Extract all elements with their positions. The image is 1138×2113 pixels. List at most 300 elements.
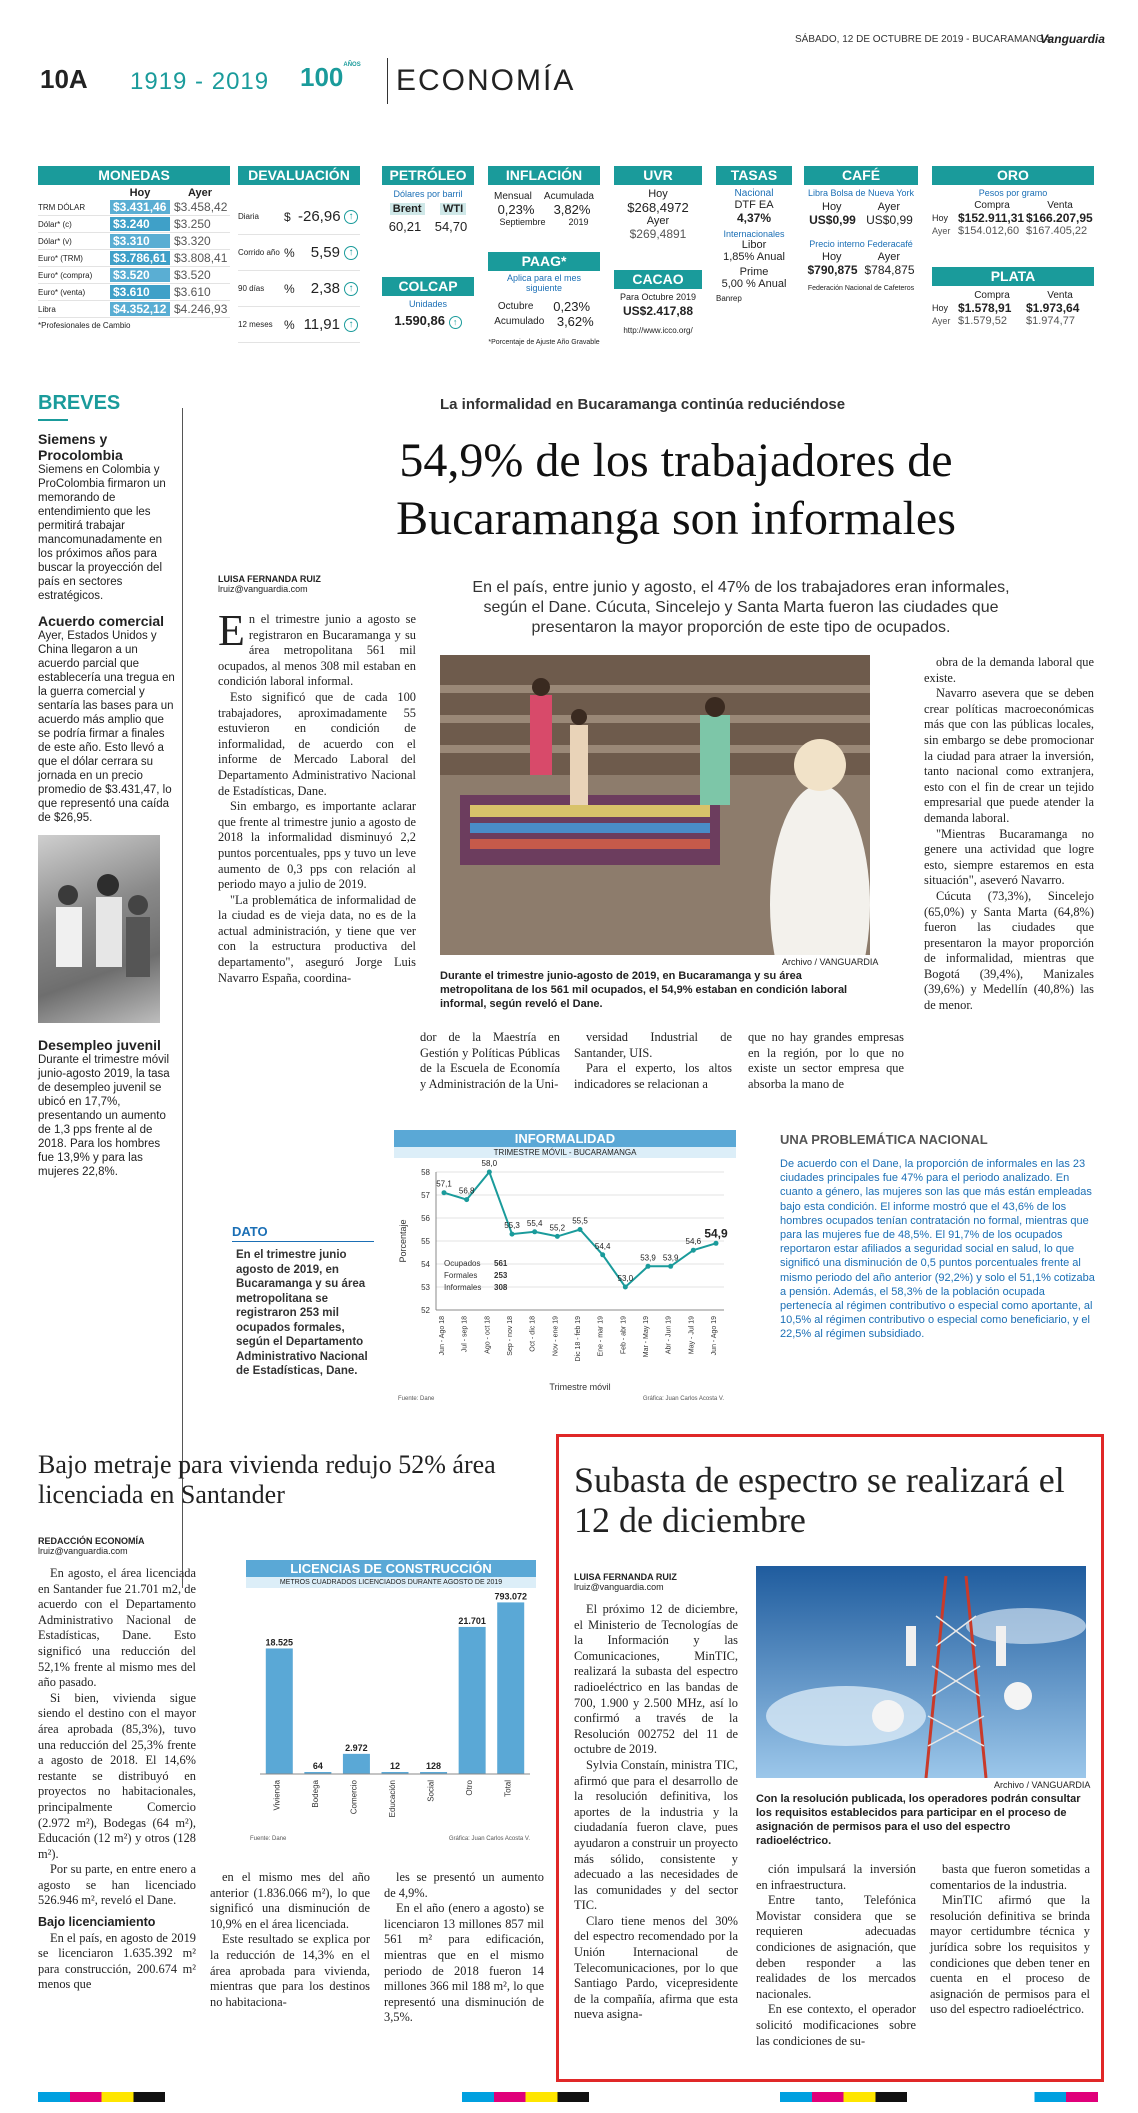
x-tick-label: Abr - Jun 19 [665, 1316, 673, 1355]
inflacion-v2: 3,82% [553, 202, 591, 217]
y-tick-label: 55 [421, 1237, 430, 1246]
monedas-row-prev: $4.246,93 [174, 302, 228, 316]
uvr-box [614, 166, 702, 264]
devaluacion-row-value: -26,96 [298, 208, 341, 225]
monedas-row [38, 216, 230, 233]
monedas-row-prev: $3.458,42 [174, 200, 228, 214]
x-tick-label: Ago - oct 18 [484, 1316, 492, 1354]
tasas-v1: 4,37% [736, 211, 772, 225]
plata-venta-hoy: $1.973,64 [1026, 301, 1080, 315]
data-label: 55,3 [504, 1221, 520, 1231]
main-paragraph: Sin embargo, es importante aclarar que frente al trimestre junio a agosto de 2018 la informalidad disminuyó 2,2 puntos porcentuales, pps y tuvo un leve aumento de 0,3 pps con relación al periodo mayo a julio de 2019. [218, 799, 416, 892]
cafe-src: Federación Nacional de Cafeteros [807, 285, 915, 292]
section-title: ECONOMÍA [396, 64, 576, 97]
x-tick-label: Vivienda [272, 1780, 282, 1811]
data-label: 53,9 [662, 1253, 679, 1263]
espectro-email: lruiz@vanguardia.com [574, 1582, 664, 1592]
breve-1-text: Siemens en Colombia y ProColombia firmaron un memorando de entendimiento que les permitirá trabajar mancomunadamente en los próximos años para buscar la proyección del país en sectores estratégicos. [38, 464, 166, 602]
vivienda-subhead: Bajo licenciamiento [38, 1915, 156, 1930]
cafe-v4: $784,875 [864, 263, 915, 277]
arrow-up-icon: ↑ [344, 210, 358, 224]
data-label: 54,4 [594, 1241, 611, 1251]
arrow-up-icon: ↑ [344, 246, 358, 260]
espectro-photo-caption: Con la resolución publicada, los operadores podrán consultar los requisitos establecidos para participar en el proceso de asignación de permisos para el uso del espectro radioeléctrico. [756, 1793, 1081, 1847]
data-point [510, 1232, 515, 1237]
petroleo-title: PETRÓLEO [382, 166, 474, 185]
data-label: 56,8 [458, 1186, 475, 1196]
paag-r2-label: Acumulado [494, 316, 545, 327]
main-paragraph: versidad Industrial de Santander, UIS. [574, 1030, 732, 1060]
main-paragraph: En el trimestre junio a agosto se registraron en Bucaramanga y su área metropolitana 561 mil ocupados, al menos 308 mil estaban en condición laboral informal. [218, 606, 416, 689]
colcap-box [382, 277, 474, 357]
breve-3-text: Durante el trimestre móvil junio-agosto 2019, la tasa de desempleo juvenil se ubicó en 17,7%, presentando un aumento de 1,3 pps frente al de 2018. Para los hombres fue 13,9% y para las mujeres 22,8%. [38, 1054, 170, 1178]
vivienda-column-1b: En el país, en agosto de 2019 se licenciaron 1.635.392 m² para construcción, 200.674 m² menos que [38, 1930, 196, 1992]
oro-hoy-label: Hoy [932, 213, 949, 223]
plata-compra-ayer: $1.579,52 [958, 315, 1007, 327]
main-column-2: dor de la Maestría en Gestión y Políticas Públicas de la Escuela de Economía y Administración de la Uni- [420, 1030, 560, 1091]
x-tick-label: Jun - Ago 19 [711, 1316, 718, 1356]
monedas-row [38, 301, 230, 318]
devaluacion-row [238, 235, 360, 271]
cafe-title: CAFÉ [804, 166, 918, 185]
main-column-1 [218, 606, 416, 1156]
espectro-paragraph: En ese contexto, el operador solicitó modificaciones sobre las condiciones de su- [756, 2002, 916, 2048]
monedas-row-prev: $3.610 [174, 285, 211, 299]
dato-text: En el trimestre junio agosto de 2019, en Bucaramanga y su área metropolitana se registraron 253 mil ocupados formales, según el Departamento Administrativo Nacional de Estadísticas, Dane. [236, 1249, 368, 1377]
monedas-row-label: Euro* (compra) [38, 270, 93, 280]
oro-title: ORO [932, 166, 1094, 185]
licencias-bar-chart [246, 1588, 536, 1850]
plata-compra-header: Compra [974, 290, 1010, 301]
plata-box [932, 267, 1094, 357]
main-email: lruiz@vanguardia.com [218, 584, 308, 594]
x-tick-label: Nov - ene 19 [552, 1316, 560, 1357]
x-tick-label: Jun - Ago 18 [439, 1316, 446, 1356]
data-point [464, 1197, 469, 1202]
devaluacion-rows [238, 199, 360, 343]
bar [266, 1648, 293, 1774]
devaluacion-row-label: Diaria [238, 212, 259, 221]
main-column-5 [924, 655, 1094, 1014]
plata-ayer-label: Ayer [932, 316, 951, 326]
bar-value-label: 64 [312, 1761, 323, 1771]
espectro-paragraph: Entre tanto, Telefónica Movistar considera que se requieren adecuadas condiciones de asignación, que deben responder a las realidades de los mercados nacionales. [756, 1893, 916, 2001]
data-point [646, 1264, 651, 1269]
devaluacion-box [238, 166, 360, 366]
y-tick-label: 52 [421, 1306, 430, 1315]
colcap-title: COLCAP [382, 277, 474, 296]
uvr-h1: Hoy [648, 188, 668, 200]
bar-value-label: 2.972 [345, 1742, 368, 1753]
espectro-paragraph: ción impulsará la inversión en infraestructura. [756, 1862, 916, 1892]
espectro-paragraph: basta que fueron sometidas a comentarios de la industria. [930, 1862, 1090, 1892]
monedas-row-today: $3.786,61 [110, 251, 170, 265]
y-tick-label: 56 [421, 1214, 430, 1223]
vivienda-paragraph: en el mismo mes del año anterior (1.836.066 m²), lo que significó una disminución de 10,9% en el área licenciada. [210, 1870, 370, 1931]
data-point [623, 1285, 628, 1290]
main-photo [440, 655, 870, 955]
tasas-l3: Internacionales [723, 229, 785, 239]
vivienda-column-2 [210, 1870, 370, 2010]
dato-title: DATO [232, 1224, 374, 1242]
monedas-row [38, 267, 230, 284]
licencias-chart-subtitle: METROS CUADRADOS LICENCIADOS DURANTE AGOSTO DE 2019 [246, 1577, 536, 1588]
tasas-l5: Prime [739, 266, 769, 278]
cacao-title: CACAO [614, 270, 702, 289]
x-tick-label: Ene - mar 19 [597, 1316, 605, 1357]
vivienda-headline: Bajo metraje para vivienda redujo 52% área licenciada en Santander [38, 1450, 496, 1509]
espectro-photo-credit: Archivo / VANGUARDIA [994, 1780, 1091, 1790]
cafe-h2: Ayer [877, 201, 900, 213]
paag-r1-label: Octubre [497, 301, 534, 312]
bar-value-label: 128 [426, 1761, 442, 1771]
oro-venta-header: Venta [1047, 200, 1073, 211]
devaluacion-row-value: 11,91 [303, 316, 340, 333]
x-tick-label: Otro [465, 1780, 475, 1796]
cafe-sub2: Precio interno Federacafé [809, 239, 913, 249]
espectro-author: LUISA FERNANDA RUIZ [574, 1572, 677, 1582]
vivienda-paragraph: En el año (enero a agosto) se licenciaron 13 millones 857 mil 561 m² para edificación, mientras que en el mismo periodo de 2018 fueron 14 millones 366 mil 188 m², lo que representó una disminución de 3,5%. [384, 1901, 544, 2025]
x-tick-label: Oct - dic 18 [529, 1316, 537, 1352]
petroleo-sub: Dólares por barril [393, 189, 463, 199]
main-paragraph: Esto significó que de cada 100 trabajadores, aproximadamente 55 estuvieron en condición de informalidad, de acuerdo con el informe de Mercado Laboral del Departamento Administrativo Nacional de Estadísticas, Dane. [218, 689, 416, 798]
tasas-v2: 1,85% Anual [723, 251, 785, 263]
data-label: 58,0 [481, 1159, 498, 1168]
x-tick-label: Bodega [310, 1780, 320, 1808]
legend-label: Ocupados [444, 1259, 481, 1268]
oro-compra-ayer: $154.012,60 [958, 225, 1020, 237]
x-tick-label: Educación [388, 1780, 397, 1818]
problematica-text: De acuerdo con el Dane, la proporción de informales en las 23 ciudades principales fue 47% para el periodo analizado. En cuanto a género, las mujeres son las que más están empleadas bajo esta condición. El informe mostró que el 43,6% de los hombres ocupados tenían contratación no formal, mientras que para las mujeres fue de 48,5%. El 91,7% de los ocupados reportaron estar afiliados a seguridad social en salud, lo que significó una disminución de 0,5 puntos porcentuales frente al mismo periodo del año anterior (92,2%) y solo el 51,1% cotizaba a pensión. Además, el 58,3% de la población ocupada pertenecía al régimen contributivo o especial como aportante, al 10,5% al régimen contributivo o especial como beneficiario, y el 22,5% al régimen subsidiado. [780, 1158, 1095, 1341]
problematica-box [766, 1132, 1096, 1342]
anniversary-logo [300, 62, 361, 93]
oro-ayer-label: Ayer [932, 226, 951, 236]
data-point [691, 1248, 696, 1253]
informalidad-line-chart [394, 1158, 736, 1404]
main-lead: En el país, entre junio y agosto, el 47% de los trabajadores eran informales, según el Dane. Cúcuta, Sincelejo y Santa Marta fueron las ciudades que presentaron la mayor proporción de este tipo de ocupados. [472, 579, 1010, 636]
x-tick-label: Sep - nov 18 [507, 1316, 514, 1356]
monedas-row-today: $3.310 [110, 234, 170, 248]
tasas-src: Banrep [716, 294, 742, 303]
inflacion-v1: 0,23% [497, 202, 535, 217]
monedas-note: *Profesionales de Cambio [38, 321, 131, 330]
devaluacion-row-value: 2,38 [310, 280, 340, 297]
devaluacion-row-unit: % [284, 245, 295, 260]
devaluacion-row-value: 5,59 [310, 244, 340, 261]
inflacion-box [488, 166, 600, 264]
paag-title: PAAG* [488, 252, 600, 271]
main-author: LUISA FERNANDA RUIZ [218, 574, 321, 584]
espectro-paragraph: El próximo 12 de diciembre, el Ministerio de Tecnologías de la Información y las Comunicaciones, MinTIC, realizará la subasta del espectro radioeléctrico en las bandas de 700, 1.900 y 2.500 MHz, así lo confirmó a través de la Resolución 002752 del 11 de octubre de 2019. [574, 1602, 738, 1757]
uvr-title: UVR [614, 166, 702, 185]
breves-sidebar [38, 392, 176, 1592]
data-point [714, 1241, 719, 1246]
devaluacion-row-unit: % [284, 281, 295, 296]
breves-divider [182, 408, 183, 1588]
plata-title: PLATA [932, 267, 1094, 286]
vivienda-author-block [38, 1536, 168, 1556]
y-tick-label: 57 [421, 1191, 430, 1200]
y-tick-label: 54 [421, 1260, 430, 1269]
petroleo-box [382, 166, 474, 276]
cafe-box [804, 166, 918, 356]
colcap-value-text: 1.590,86 [394, 313, 445, 328]
data-point [578, 1227, 583, 1232]
inflacion-h2: Acumulada [543, 191, 594, 202]
informalidad-chart [394, 1130, 736, 1406]
oro-sub: Pesos por gramo [978, 188, 1048, 198]
oro-venta-ayer: $167.405,22 [1026, 225, 1088, 237]
paag-note: *Porcentaje de Ajuste Año Gravable [488, 339, 600, 346]
espectro-author-block [574, 1572, 714, 1592]
colcap-sub: Unidades [408, 299, 448, 309]
monedas-row [38, 199, 230, 216]
street-vendor-photo-graphic [440, 655, 870, 955]
chart-credit: Gráfica: Juan Carlos Acosta V. [642, 1396, 724, 1402]
plata-venta-ayer: $1.974,77 [1026, 315, 1075, 327]
paag-r2-value: 3,62% [556, 314, 594, 329]
licencias-chart [246, 1560, 536, 1850]
vivienda-paragraph: Si bien, vivienda sigue siendo el destino con el mayor área aprobada (85,3%), tuvo una reducción del 25,3% frente a agosto de 2018. El 14,6% restante se distribuyó en proyectos no habitacionales, principalmente Comercio (2.972 m²), Bodegas (64 m²), Educación (12 m²) y otros (128 m²). [38, 1690, 196, 1861]
x-tick-label: May - Jul 19 [688, 1316, 696, 1355]
vivienda-column-3 [384, 1870, 544, 2026]
chart-source: Fuente: Dane [250, 1836, 287, 1842]
plata-compra-hoy: $1.578,91 [958, 301, 1012, 315]
inflacion-s1: Septiembre [499, 217, 546, 227]
uvr-v1: $268,4972 [627, 200, 689, 215]
devaluacion-row [238, 307, 360, 343]
informalidad-chart-subtitle: TRIMESTRE MÓVIL - BUCARAMANGA [394, 1147, 736, 1158]
monedas-row [38, 233, 230, 250]
espectro-column-1 [574, 1602, 738, 2023]
cacao-box [614, 270, 702, 350]
espectro-paragraph: Claro tiene menos del 30% del espectro recomendado por la Unión Internacional de Telecomunicaciones, por lo que Santiago Pardo, vicepresidente de la compañía, afirma que esta nueva asigna- [574, 1913, 738, 2022]
cafe-v2: US$0,99 [866, 213, 913, 227]
cacao-value: US$2.417,88 [622, 304, 694, 318]
brent-value: 60,21 [388, 219, 422, 234]
monedas-title: MONEDAS [38, 166, 230, 185]
monedas-row [38, 250, 230, 267]
data-point [555, 1234, 560, 1239]
breve-3-title: Desempleo juvenil [38, 1037, 161, 1053]
bar-value-label: 21.701 [458, 1615, 486, 1626]
vivienda-paragraph: les se presentó un aumento de 4,9%. [384, 1870, 544, 1900]
informalidad-chart-title: INFORMALIDAD [394, 1130, 736, 1147]
header-date: SÁBADO, 12 DE OCTUBRE DE 2019 - BUCARAMANGA [795, 34, 1051, 45]
chart-source: Fuente: Dane [398, 1396, 435, 1402]
paag-r1-value: 0,23% [553, 299, 591, 314]
bar [343, 1754, 370, 1774]
data-label: 53,0 [617, 1274, 634, 1283]
x-tick-label: Comercio [349, 1780, 359, 1815]
cafe-sub1: Libra Bolsa de Nueva York [807, 188, 915, 198]
vivienda-paragraph: En agosto, el área licenciada en Santander fue 21.701 m2, de acuerdo con el Departamento Administrativo Nacional de Estadísticas, Dane. Esto significó una reducción del 52,1% frente al mismo mes del año pasado. [38, 1566, 196, 1690]
monedas-row-prev: $3.320 [174, 234, 211, 248]
paag-sub: Aplica para el mes siguiente [506, 273, 582, 293]
dato-box [232, 1224, 374, 1379]
devaluacion-row-label: 12 meses [238, 320, 273, 329]
espectro-paragraph: Sylvia Constaín, ministra TIC, afirmó que para el desarrollo de la resolución definitiva, los aportes de la industria y la ciudadanía fueron clave, pues ayudaron a construir un proyecto más sólido, consistente y adecuado a las necesidades de las comunidades y del sector TIC. [574, 1757, 738, 1913]
header [0, 0, 1138, 100]
legend-value: 561 [494, 1259, 508, 1268]
header-brand: Vanguardia [1040, 32, 1105, 46]
data-label: 54,9 [704, 1226, 728, 1241]
tasas-title: TASAS [716, 166, 792, 185]
devaluacion-title: DEVALUACIÓN [238, 166, 360, 185]
drop-cap: E [218, 606, 245, 655]
cafe-h1: Hoy [822, 201, 842, 213]
espectro-column-3 [930, 1862, 1090, 2018]
vivienda-paragraph: Este resultado se explica por la reducción de 14,3% en el área aprobada para vivienda, mientras que para los destinos no habitaciona- [210, 1932, 370, 2009]
oro-compra-hoy: $152.911,31 [958, 211, 1025, 225]
section-divider [387, 58, 388, 104]
x-tick-label: Dic 18 - feb 19 [575, 1316, 582, 1362]
x-tick-label: Total [503, 1780, 513, 1797]
y-tick-label: 58 [421, 1168, 430, 1177]
x-axis-label: Trimestre móvil [549, 1382, 611, 1392]
colcap-value [382, 313, 474, 329]
main-photo-credit: Archivo / VANGUARDIA [782, 957, 879, 967]
main-photo-caption: Durante el trimestre junio-agosto de 2019, en Bucaramanga y su área metropolitana de los 561 mil ocupados, el 54,9% estaban en condición laboral informal, según reveló el Dane. [440, 970, 848, 1010]
cafe-h3: Hoy [822, 251, 842, 263]
monedas-row-prev: $3.250 [174, 217, 211, 231]
inflacion-title: INFLACIÓN [488, 166, 600, 185]
breve-2-text: Ayer, Estados Unidos y China llegaron a un acuerdo parcial que establecería una tregua en la guerra comercial y sentaría las bases para un acuerdo más amplio que se podría firmar a finales de este año. Esto llevó a que el dólar cerrara su jornada en un precio promedio de $3.431,47, lo que representó una caída de $26,95. [38, 630, 175, 824]
breve-2-title: Acuerdo comercial [38, 613, 165, 629]
monedas-today-header: Hoy [129, 187, 151, 199]
data-label: 54,6 [685, 1237, 702, 1247]
main-paragraph: obra de la demanda laboral que existe. [924, 655, 1094, 685]
data-label: 55,5 [572, 1216, 588, 1226]
monedas-row-label: Dólar* (v) [38, 236, 72, 246]
data-label: 53,9 [640, 1253, 656, 1263]
legend-value: 308 [494, 1283, 508, 1292]
bar [497, 1602, 524, 1774]
plata-hoy-label: Hoy [932, 303, 949, 313]
espectro-photo [756, 1566, 1086, 1778]
x-tick-label: Feb - abr 19 [620, 1316, 628, 1355]
inflacion-h1: Mensual [494, 191, 532, 202]
data-point [442, 1190, 447, 1195]
tasas-v3: 5,00 % Anual [721, 278, 787, 290]
arrow-up-icon: ↑ [344, 318, 358, 332]
main-author-block [218, 574, 348, 594]
main-kicker: La informalidad en Bucaramanga continúa reduciéndose [440, 396, 846, 413]
tasas-box [716, 166, 792, 356]
tasas-l4: Libor [741, 239, 767, 251]
monedas-row-today: $3.520 [110, 268, 170, 282]
chart-credit: Gráfica: Juan Carlos Acosta V. [448, 1836, 530, 1842]
antenna-tower-photo-graphic [756, 1566, 1086, 1778]
monedas-row-prev: $3.808,41 [174, 251, 228, 265]
x-tick-label: Social [426, 1780, 436, 1802]
espectro-column-2 [756, 1862, 916, 2049]
monedas-rows [38, 199, 230, 318]
main-paragraph: Cúcuta (73,3%), Sincelejo (65,0%) y Santa Marta (64,8%) fueron las ciudades que presentaron la mayor proporción de informalidad, mientras que Bogotá (39,4%), Manizales (39,6%) y Medellín (40,8%) las de menor. [924, 888, 1094, 1013]
logo-text: 100 [300, 62, 344, 92]
cacao-sub: Para Octubre 2019 [619, 292, 697, 302]
uvr-v2: $269,4891 [629, 227, 687, 241]
cafe-h4: Ayer [877, 251, 900, 263]
wti-label: WTI [440, 203, 466, 215]
y-tick-label: 53 [421, 1283, 430, 1292]
oro-box [932, 166, 1094, 266]
monedas-row-prev: $3.520 [174, 268, 211, 282]
licencias-chart-title: LICENCIAS DE CONSTRUCCIÓN [246, 1560, 536, 1577]
monedas-row-label: TRM DÓLAR [38, 202, 86, 212]
bar [459, 1627, 486, 1774]
vivienda-author: REDACCIÓN ECONOMÍA [38, 1536, 145, 1546]
arrow-up-icon: ↑ [449, 316, 462, 329]
oro-compra-header: Compra [974, 200, 1010, 211]
data-point [532, 1229, 537, 1234]
monedas-row-label: Euro* (TRM) [38, 253, 83, 263]
monedas-row-label: Libra [38, 304, 56, 314]
monedas-row [38, 284, 230, 301]
data-point [668, 1264, 673, 1269]
students-photo-graphic [38, 835, 160, 1023]
plata-venta-header: Venta [1047, 290, 1073, 301]
data-label: 55,4 [526, 1218, 543, 1228]
bar-value-label: 18.525 [265, 1637, 294, 1648]
main-paragraph: "Mientras Bucaramanga no genere una actividad que logre esto, siempre estaremos en esta situación", aseveró Navarro. [924, 826, 1094, 888]
tasas-l2: DTF EA [734, 199, 774, 211]
devaluacion-row-unit: $ [284, 209, 291, 224]
breve-1-title: Siemens y Procolombia [38, 431, 123, 463]
arrow-up-icon: ↑ [344, 282, 358, 296]
main-paragraph: "La problemática de informalidad de la ciudad es de vieja data, no es de la actual administración, y tiene que ver con la estructura productiva del departamento", aseguró Jorge Luis Navarro España, coordina- [218, 892, 416, 985]
monedas-row-label: Euro* (venta) [38, 287, 86, 297]
main-paragraph: Navarro asevera que se deben crear políticas macroeconómicas más que con las públicas locales, sin embargo se debe promocionar la ciudad para atraer la inversión, tanto nacional como extranjera, esto con el fin de crear un tejido empresarial que puede atender la demanda laboral. [924, 686, 1094, 825]
print-color-bar [38, 2092, 1098, 2102]
paag-box [488, 252, 600, 364]
monedas-row-today: $3.240 [110, 217, 170, 231]
data-label: 57,1 [436, 1179, 452, 1189]
oro-venta-hoy: $166.207,95 [1026, 211, 1093, 225]
logo-sub: AÑOS [343, 62, 361, 68]
data-label: 55,2 [549, 1223, 566, 1233]
main-column-3 [574, 1030, 732, 1092]
data-point [487, 1170, 492, 1175]
main-column-4: que no hay grandes empresas en la región, por lo que no existe un sector empresa que absorba la mano de [748, 1030, 904, 1091]
monedas-row-today: $3.431,46 [110, 200, 170, 214]
x-tick-label: Mar - May 19 [643, 1316, 650, 1358]
vivienda-paragraph: Por su parte, en entre enero a agosto se han licenciado 526.946 m², reveló el Dane. [38, 1862, 196, 1908]
breve-photo [38, 835, 160, 1023]
legend-label: Formales [444, 1271, 478, 1280]
main-paragraph: Para el experto, los altos indicadores se relacionan a [574, 1061, 732, 1091]
inflacion-s2: 2019 [568, 217, 589, 227]
monedas-row-label: Dólar* (c) [38, 219, 72, 229]
legend-value: 253 [494, 1271, 508, 1280]
monedas-row-today: $3.610 [110, 285, 170, 299]
legend-label: Informales [444, 1283, 482, 1292]
uvr-h2: Ayer [646, 215, 670, 227]
problematica-title: UNA PROBLEMÁTICA NACIONAL [780, 1132, 988, 1147]
monedas-box [38, 166, 230, 386]
devaluacion-row-unit: % [284, 317, 295, 332]
wti-value: 54,70 [434, 219, 468, 234]
monedas-row-today: $4.352,12 [110, 302, 170, 316]
bar-value-label: 12 [389, 1761, 401, 1771]
main-headline: 54,9% de los trabajadores de Bucaramanga son informales [396, 434, 956, 545]
x-tick-label: Jul - sep 18 [461, 1316, 469, 1353]
monedas-prev-header: Ayer [187, 187, 213, 199]
brent-label: Brent [390, 203, 425, 215]
page-number: 10A [40, 64, 88, 94]
devaluacion-row-label: Corrido año [238, 248, 280, 257]
vivienda-column-1 [38, 1566, 196, 1993]
